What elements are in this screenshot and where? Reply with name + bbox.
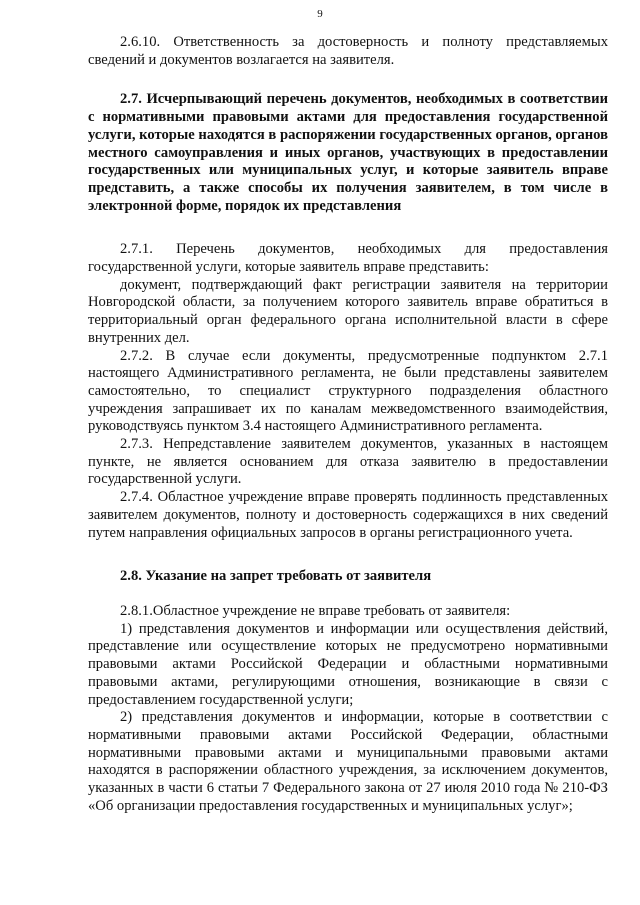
paragraph-2-8-1: 2.8.1.Областное учреждение не вправе требовать от заявителя: — [120, 602, 511, 619]
paragraph-2-7-3: 2.7.3. Непредставление заявителем документов, указанных в настоящем пункте, не является основанием для отказа заявителю в предоставлении государственной услуги. — [88, 436, 608, 488]
paragraph-2-6-10: 2.6.10. Ответственность за достоверность и полноту представляемых сведений и документов возлагается на заявителя. — [88, 34, 608, 68]
section-heading-2-7: 2.7. Исчерпывающий перечень документов, необходимых в соответствии с нормативными правовыми актами для предоставления государственной услуги, которые находятся в распоряжении государственных органов, органов местного самоуправления и иных органов, участвующих в предоставлении государственных или муниципальных услуг, и которые заявитель вправе представить, а также способы их получения заявителем, в том числе в электронной форме, порядок их представления — [88, 91, 608, 214]
section-heading-2-8: 2.8. Указание на запрет требовать от заявителя — [120, 568, 432, 585]
paragraph-2-8-1-item-1: 1) представления документов и информации или осуществления действий, представление или осуществление которых не предусмотрено нормативными правовыми актами Российской Федерации и областными нормативными правовыми актами, регулирующими отношения, возникающие в связи с предоставлением государственной услуги; — [88, 620, 608, 708]
paragraph-2-7-2: 2.7.2. В случае если документы, предусмотренные подпунктом 2.7.1 настоящего Административного регламента, не были представлены заявителем самостоятельно, то специалист структурного подразделения областного учреждения запрашивает их по каналам межведомственного взаимодействия, руководствуясь пунктом 3.4 настоящего Административного регламента. — [88, 347, 608, 435]
paragraph-2-7-1-document: документ, подтверждающий факт регистрации заявителя на территории Новгородской области, за получением которого заявитель вправе обратиться в территориальный орган федерального органа исполнительной власти в сфере внутренних дел. — [88, 276, 608, 346]
paragraph-2-7-1: 2.7.1. Перечень документов, необходимых для предоставления государственной услуги, которые заявитель вправе представить: — [88, 241, 608, 276]
paragraph-2-7-4: 2.7.4. Областное учреждение вправе проверять подлинность представленных заявителем документов, полноту и достоверность содержащихся в них сведений путем направления официальных запросов в органы регистрационного учета. — [88, 489, 608, 541]
document-body — [88, 34, 608, 815]
page-number: 9 — [317, 8, 323, 20]
paragraph-2-8-1-item-2: 2) представления документов и информации, которые в соответствии с нормативными правовыми актами Российской Федерации, областными нормативными правовыми актами и муниципальными правовыми актами находятся в распоряжении областного учреждения, за исключением документов, указанных в части 6 статьи 7 Федерального закона от 27 июля 2010 года № 210-ФЗ «Об организации предоставления государственных и муниципальных услуг»; — [88, 709, 608, 814]
